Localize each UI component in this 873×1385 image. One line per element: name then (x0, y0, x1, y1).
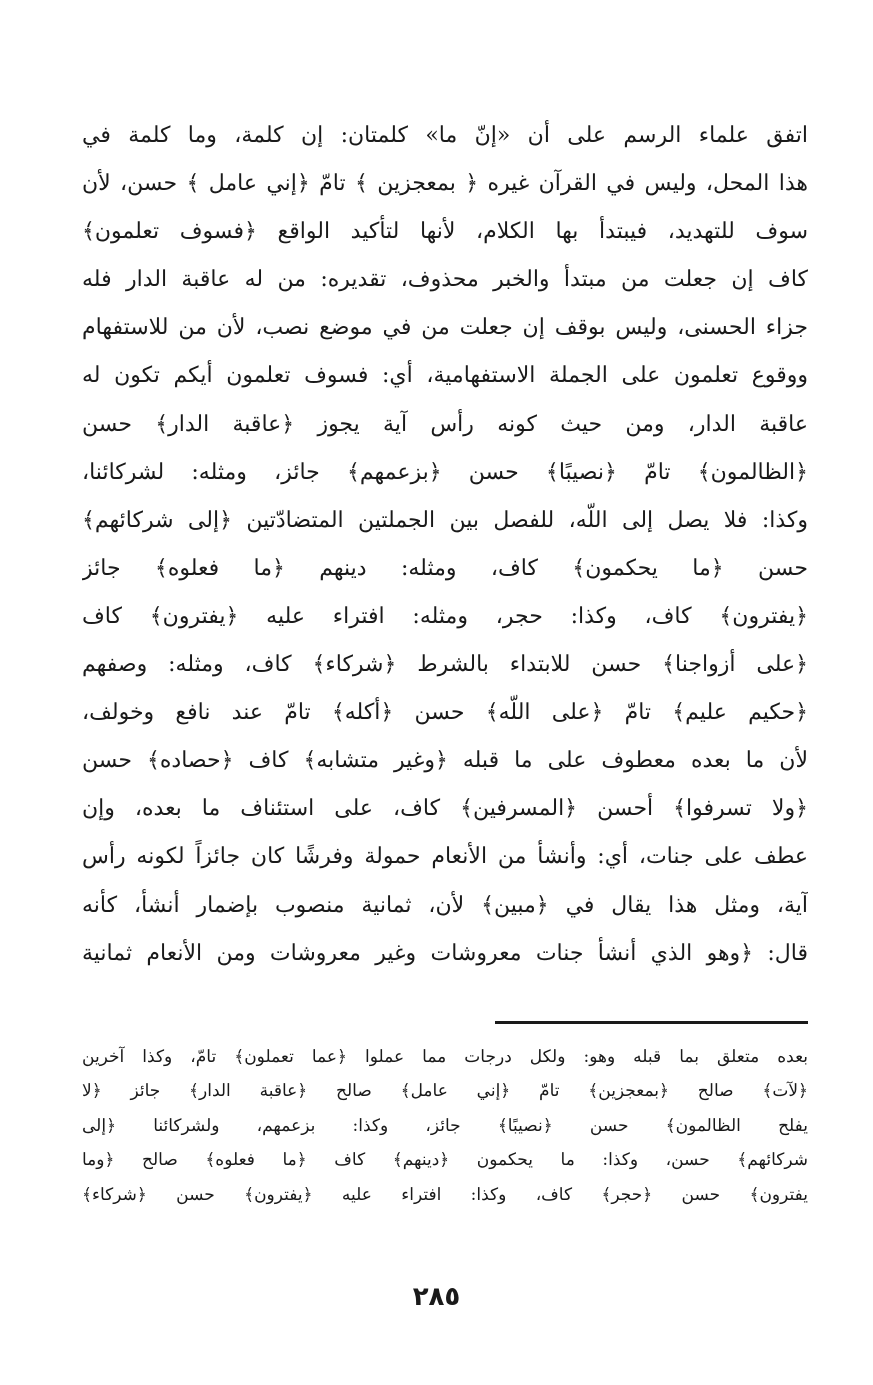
main-text-line: ووقوع تعلمون على الجملة الاستفهامية، أي: فسوف تعلمون أيكم تكون له (82, 363, 808, 389)
main-text-line: سوف للتهديد، فيبتدأ بها الكلام، لأنها لتأكيد الواقع ﴿فسوف تعلمون﴾ (82, 219, 808, 245)
main-text-line: آية، ومثل هذا يقال في ﴿مبين﴾ لأن، ثمانية منصوب بإضمار أنشأ، كأنه (82, 892, 808, 918)
main-text-line: ﴿حكيم عليم﴾ تامّ ﴿على اللّه﴾ حسن ﴿أكله﴾ تامّ عند نافع وخولف، (82, 700, 808, 726)
main-text-line: ﴿على أزواجنا﴾ حسن للابتداء بالشرط ﴿شركاء﴾ كاف، ومثله: وصفهم (82, 652, 808, 678)
footnote-line: يفلح الظالمون﴾ حسن ﴿نصيبًا﴾ جائز، وكذا: بزعمهم، ولشركائنا ﴿إلى (82, 1115, 808, 1136)
main-text-line: ﴿ولا تسرفوا﴾ أحسن ﴿المسرفين﴾ كاف، على استئناف ما بعده، وإن (82, 796, 808, 822)
main-text-line: عطف على جنات، أي: وأنشأ من الأنعام حمولة وفرشًا كان جائزاً لكونه رأس (82, 844, 808, 870)
main-text-line: حسن ﴿ما يحكمون﴾ كاف، ومثله: دينهم ﴿ما فعلوه﴾ جائز (82, 555, 808, 581)
main-text-line: اتفق علماء الرسم على أن «إنّ ما» كلمتان: إن كلمة، وما كلمة في (82, 123, 808, 148)
footnote-line: بعده متعلق بما قبله وهو: ولكل درجات مما عملوا ﴿عما تعملون﴾ تامّ، وكذا آخرين (82, 1047, 808, 1067)
footnote-line: ﴿لآت﴾ صالح ﴿بمعجزين﴾ تامّ ﴿إني عامل﴾ صالح ﴿عاقبة الدار﴾ جائز ﴿لا (82, 1081, 808, 1102)
main-text-line: هذا المحل، وليس في القرآن غيره ﴿ بمعجزين ﴾ تامّ ﴿إني عامل ﴾ حسن، لأن (82, 171, 808, 197)
main-text-line: لأن ما بعده معطوف على ما قبله ﴿وغير متشابه﴾ كاف ﴿حصاده﴾ حسن (82, 748, 808, 774)
main-text-line: عاقبة الدار، ومن حيث كونه رأس آية يجوز ﴿عاقبة الدار﴾ حسن (82, 411, 808, 437)
main-text-block (82, 112, 808, 978)
main-text-line: جزاء الحسنى، وليس بوقف إن جعلت من في موضع نصب، لأن من للاستفهام (82, 315, 808, 341)
main-text-line: كاف إن جعلت من مبتدأ والخبر محذوف، تقديره: من له عاقبة الدار فله (82, 267, 808, 293)
footnote-block (82, 1040, 808, 1212)
footnote-line: يفترون﴾ حسن ﴿حجر﴾ كاف، وكذا: افتراء عليه ﴿يفترون﴾ حسن ﴿شركاء﴾ (82, 1184, 808, 1205)
main-text-line: ﴿يفترون﴾ كاف، وكذا: حجر، ومثله: افتراء عليه ﴿يفترون﴾ كاف (82, 603, 808, 629)
main-text-line: قال: ﴿وهو الذي أنشأ جنات معروشات وغير معروشات ومن الأنعام ثمانية (82, 940, 808, 966)
page-number: ٢٨٥ (412, 1282, 461, 1312)
footnote-line: شركائهم﴾ حسن، وكذا: ما يحكمون ﴿دينهم﴾ كاف ﴿ما فعلوه﴾ صالح ﴿وما (82, 1150, 808, 1171)
main-text-line: وكذا: فلا يصل إلى اللّه، للفصل بين الجملتين المتضادّتين ﴿إلى شركائهم﴾ (82, 507, 808, 533)
main-text-line: ﴿الظالمون﴾ تامّ ﴿نصيبًا﴾ حسن ﴿بزعمهم﴾ جائز، ومثله: لشركائنا، (82, 459, 808, 485)
footnote-divider (495, 1021, 808, 1024)
